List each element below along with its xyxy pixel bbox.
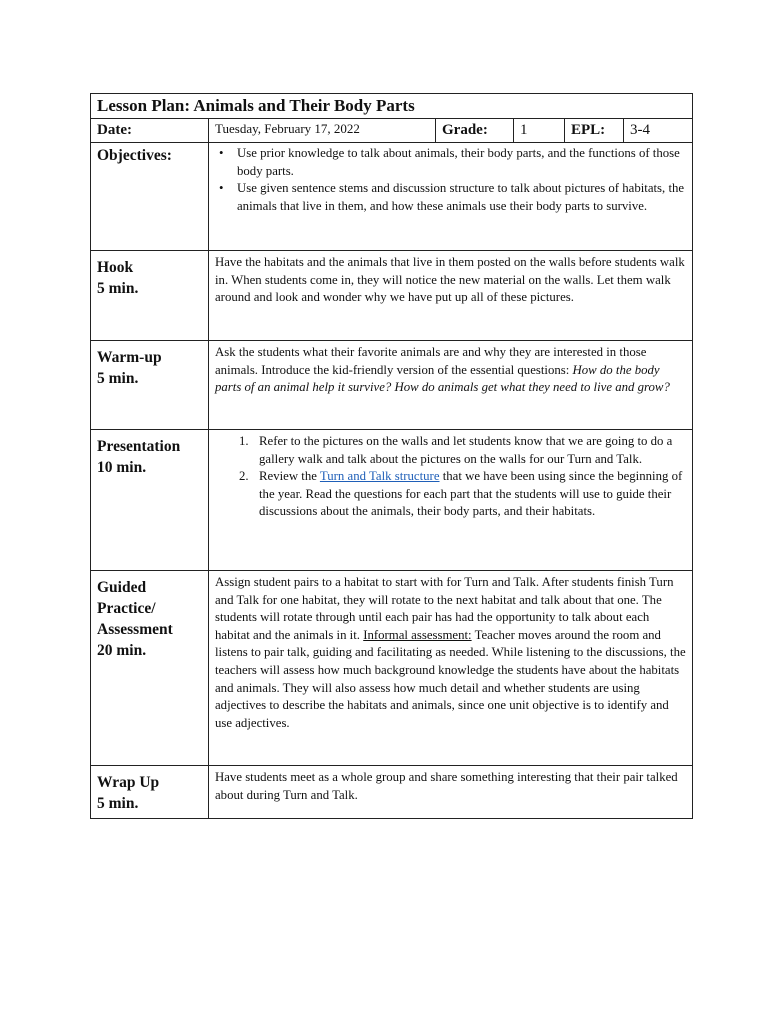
wrapup-label: Wrap Up <box>97 774 160 791</box>
hook-duration: 5 min. <box>97 280 139 297</box>
essential-questions: How do the body parts of an animal help it survive? How do animals get what they need to live and grow? <box>215 362 670 395</box>
presentation-duration: 10 min. <box>97 459 147 476</box>
grade-value-cell <box>514 119 565 143</box>
item-number: 2. <box>239 469 249 484</box>
guided-text: Assign student pairs to a habitat to start with for Turn and Talk. After students finish Turn and Talk for one habitat, they will rotate to the next habitat and talk about that one. The students will rotate through until each pair has had the opportunity to talk about each habitat and the animals in it. <box>215 575 674 642</box>
objectives-row <box>91 143 693 251</box>
guided-label-cell <box>91 571 209 766</box>
grade-value: 1 <box>520 122 528 138</box>
assessment-label: Assessment <box>97 621 173 638</box>
wrapup-row <box>91 766 693 819</box>
hook-content-cell <box>209 251 693 341</box>
bullet-icon: • <box>219 146 224 160</box>
date-label: Date: <box>97 122 132 138</box>
wrapup-content-cell <box>209 766 693 819</box>
warmup-text: Ask the students what their favorite animals are and why they are interested in those animals. Introduce the kid-friendly version of the essential questions: <box>215 345 647 377</box>
objectives-label: Objectives: <box>97 147 172 164</box>
presentation-list <box>215 433 686 521</box>
warmup-row <box>91 341 693 430</box>
grade-label: Grade: <box>442 122 488 138</box>
presentation-step-text: Refer to the pictures on the walls and let students know that we are going to do a gallery walk and talk about the pictures on the walls for our Turn and Talk. <box>259 434 673 466</box>
wrapup-text: Have students meet as a whole group and share something interesting that their pair talked about during Turn and Talk. <box>215 770 678 802</box>
presentation-item <box>239 433 686 468</box>
presentation-row <box>91 430 693 571</box>
hook-row <box>91 251 693 341</box>
item-number: 1. <box>239 434 249 448</box>
epl-value-cell <box>624 119 693 143</box>
warmup-label: Warm-up <box>97 349 162 366</box>
informal-assessment-text: Teacher moves around the room and listens to pair talk, guiding and facilitating as needed. While listening to the discussions, the teachers will assess how much background knowledge the students have about the habitats and animals. They will also assess how much detail and whether students are using adjectives to describe the habitats and animals, since one unit objective is to identify and use adjectives. <box>215 627 686 730</box>
guided-practice-row <box>91 571 693 766</box>
presentation-label: Presentation <box>97 438 181 455</box>
lesson-plan-table <box>90 93 693 819</box>
warmup-duration: 5 min. <box>97 370 139 387</box>
hook-label: Hook <box>97 259 134 276</box>
lesson-plan-title: Lesson Plan: Animals and Their Body Parts <box>97 96 415 115</box>
informal-assessment-label: Informal assessment: <box>363 627 472 642</box>
warmup-label-cell <box>91 341 209 430</box>
objective-text: Use prior knowledge to talk about animals, their body parts, and the functions of those body parts. <box>237 146 680 178</box>
presentation-label-cell <box>91 430 209 571</box>
wrapup-label-cell <box>91 766 209 819</box>
header-row <box>91 119 693 143</box>
objective-item <box>219 180 686 215</box>
date-label-cell <box>91 119 209 143</box>
title-row <box>91 94 693 119</box>
wrapup-duration: 5 min. <box>97 795 139 812</box>
grade-label-cell <box>436 119 514 143</box>
bullet-icon: • <box>219 181 224 196</box>
epl-label-cell <box>565 119 624 143</box>
presentation-step-text: Review the <box>259 469 320 484</box>
hook-label-cell <box>91 251 209 341</box>
guided-label: Guided <box>97 579 147 596</box>
guided-duration: 20 min. <box>97 642 147 659</box>
turn-and-talk-link[interactable]: Turn and Talk structure <box>319 469 440 484</box>
guided-content-cell <box>209 571 693 766</box>
presentation-content-cell <box>209 430 693 571</box>
epl-label: EPL: <box>571 122 606 138</box>
presentation-item <box>239 468 686 521</box>
objective-text: Use given sentence stems and discussion structure to talk about pictures of habitats, the animals that live in them, and how these animals use their body parts to survive. <box>237 181 685 213</box>
hook-text: Have the habitats and the animals that live in them posted on the walls before students walk in. When students come in, they will notice the new material on the walls. Let them walk around and look and wonder why we have put up all of these pictures. <box>215 255 685 305</box>
epl-value: 3-4 <box>630 122 650 138</box>
presentation-step-text-cont: that we have been using since the beginning of the year. Read the questions for each part that the students will use to guide their discussions about the animals, their body parts, and their habitats. <box>259 469 683 519</box>
title-cell <box>91 94 693 119</box>
practice-label: Practice/ <box>97 600 156 617</box>
date-value-cell <box>209 119 436 143</box>
objectives-list <box>215 145 686 215</box>
objective-item <box>219 145 686 180</box>
date-value: Tuesday, February 17, 2022 <box>215 121 360 136</box>
objectives-content-cell <box>209 143 693 251</box>
objectives-label-cell <box>91 143 209 251</box>
warmup-content-cell <box>209 341 693 430</box>
